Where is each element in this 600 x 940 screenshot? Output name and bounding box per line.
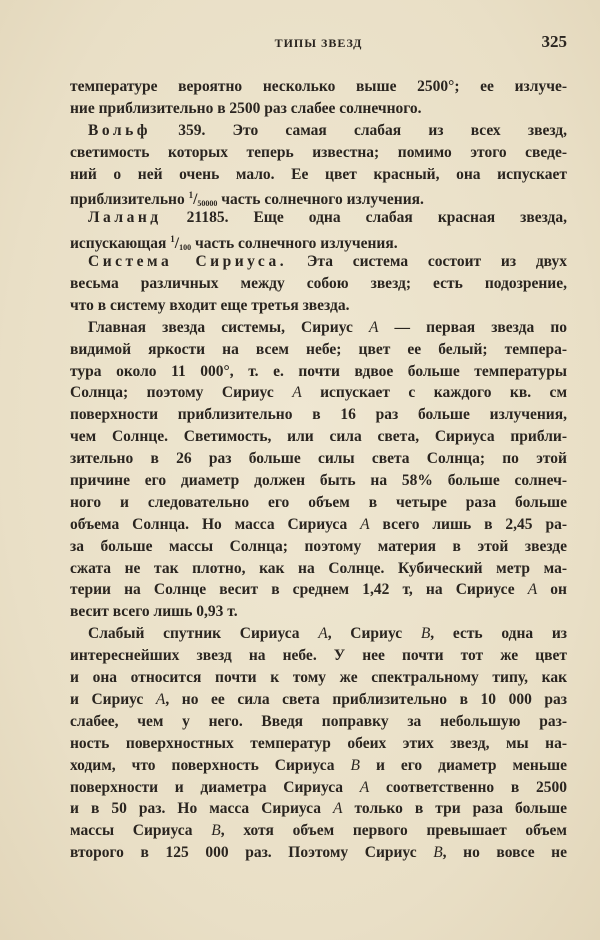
text-segment: A xyxy=(360,515,370,533)
text-segment: температуре вероятно несколько выше 2500°; ее излуче- xyxy=(70,78,567,95)
text-segment: ние приблизительно в 2500 раз слабее солнечного. xyxy=(70,99,422,117)
text-segment: и в 50 раз. Но масса Сириуса xyxy=(70,800,333,818)
text-line xyxy=(70,601,567,623)
text-line xyxy=(70,404,567,426)
text-line xyxy=(70,558,567,580)
text-segment: ного и следовательно его объем в четыре раза больше xyxy=(70,493,567,511)
text-segment: соответственно в 2500 xyxy=(369,778,567,796)
text-segment: массы Сириуса xyxy=(70,822,212,840)
text-segment: B xyxy=(420,625,431,643)
text-segment: , Сириус xyxy=(327,625,421,643)
text-segment: 359. Это самая слабая из всех звезд, xyxy=(151,121,567,139)
text-line xyxy=(70,689,567,711)
page-number: 325 xyxy=(541,32,567,51)
text-segment: A xyxy=(155,690,166,708)
text-segment: второго в 125 000 раз. Поэтому Сириус xyxy=(70,844,434,862)
spaced-heading-text: Вольф xyxy=(88,121,152,139)
text-segment: Солнца; поэтому Сириус xyxy=(70,384,293,402)
text-segment: B xyxy=(350,756,360,774)
text-line xyxy=(70,755,567,777)
text-segment: только в три раза больше xyxy=(342,800,567,818)
text-segment: зительно в 26 раз больше силы света Солнца; по этой xyxy=(70,450,567,468)
text-line xyxy=(70,98,567,120)
text-segment: часть солнечного излучения. xyxy=(191,235,398,253)
spaced-heading-text: Лаланд xyxy=(88,209,162,227)
text-line xyxy=(70,361,567,383)
text-segment: видимой яркости на всем небе; цвет ее белый; темпера- xyxy=(70,340,567,358)
text-line xyxy=(70,164,567,186)
text-line xyxy=(70,470,567,492)
text-segment: весит всего лишь 0,93 т. xyxy=(70,603,238,621)
text-line xyxy=(70,514,567,536)
text-segment: интереснейших звезд на небе. У нее почти тот же цвет xyxy=(70,647,567,665)
text-line xyxy=(70,185,567,207)
text-line xyxy=(70,339,567,361)
text-segment: 100 xyxy=(179,243,192,253)
text-line xyxy=(70,820,567,842)
spaced-heading-text: Система Сириуса. xyxy=(88,253,288,271)
text-segment: испускает с каждого кв. см xyxy=(301,384,567,402)
text-segment: всего лишь в 2,45 ра- xyxy=(369,515,567,533)
text-line xyxy=(70,733,567,755)
text-segment: объема Солнца. Но масса Сириуса xyxy=(70,515,361,533)
text-line xyxy=(70,120,567,142)
text-segment: что в систему входит еще третья звезда. xyxy=(70,296,350,314)
text-line xyxy=(70,382,567,404)
text-segment: B xyxy=(211,822,221,840)
text-segment: / xyxy=(174,235,180,253)
text-line xyxy=(70,645,567,667)
text-line xyxy=(70,536,567,558)
text-segment: испускающая xyxy=(70,235,171,253)
text-segment: Слабый спутник Сириуса xyxy=(88,625,319,643)
text-segment: сжата не так плотно, как на Солнце. Кубический метр ма- xyxy=(70,559,567,577)
text-line xyxy=(70,667,567,689)
text-line xyxy=(70,273,567,295)
page-body-text xyxy=(70,76,567,864)
text-segment: A xyxy=(527,581,538,599)
text-segment: поверхности приблизительно в 16 раз больше излучения, xyxy=(70,406,567,424)
text-segment: 50000 xyxy=(197,199,218,209)
page-header xyxy=(70,32,567,54)
text-line xyxy=(70,251,567,273)
text-segment: 1 xyxy=(188,190,194,201)
text-segment: ность поверхностных температур обеих этих звезд, мы на- xyxy=(70,734,567,752)
text-segment: он xyxy=(537,581,567,599)
text-segment: Эта система состоит из двух xyxy=(287,253,567,271)
text-segment: часть солнечного излучения. xyxy=(217,191,424,209)
text-segment: тура около 11 000°, т. е. почти вдвое больше температуры xyxy=(70,362,567,380)
text-line xyxy=(70,798,567,820)
text-line xyxy=(70,777,567,799)
text-line xyxy=(70,229,567,251)
text-segment: чем Солнце. Светимость, или сила света, Сириуса прибли- xyxy=(70,428,567,446)
running-title: ТИПЫ ЗВЕЗД xyxy=(274,36,363,50)
text-line xyxy=(70,426,567,448)
text-segment: 21185. Еще одна слабая красная звезда, xyxy=(161,209,567,227)
text-segment: Главная звезда системы, Сириус xyxy=(88,318,369,336)
text-segment: поверхности и диаметра Сириуса xyxy=(70,778,360,796)
text-line xyxy=(70,207,567,229)
text-segment: B xyxy=(433,844,443,862)
text-segment: причине его диаметр должен быть на 58% больше солнеч- xyxy=(70,472,567,490)
text-line xyxy=(70,623,567,645)
text-segment: приблизительно xyxy=(70,191,189,209)
text-segment: и она относится почти к тому же спектральному типу, как xyxy=(70,669,567,687)
text-segment: , есть одна из xyxy=(430,625,568,643)
text-line xyxy=(70,448,567,470)
text-line xyxy=(70,842,567,864)
text-line xyxy=(70,492,567,514)
text-segment: весьма различных между собою звезд; есть подозрение, xyxy=(70,275,567,293)
text-segment: ходим, что поверхность Сириуса xyxy=(70,756,351,774)
text-segment: светимость которых теперь известна; помимо этого сведе- xyxy=(70,143,567,161)
text-line xyxy=(70,295,567,317)
text-segment: A xyxy=(359,778,370,796)
text-segment: , но вовсе не xyxy=(442,844,567,862)
text-segment: ний о ней очень мало. Ее цвет красный, она испускает xyxy=(70,165,567,183)
text-segment: и его диаметр меньше xyxy=(359,756,567,774)
text-line xyxy=(70,317,567,339)
text-segment: и Сириус xyxy=(70,690,156,708)
text-line xyxy=(70,76,567,98)
text-segment: / xyxy=(193,191,198,209)
text-segment: A xyxy=(333,800,343,818)
text-line xyxy=(70,579,567,601)
text-line xyxy=(70,711,567,733)
text-segment: A xyxy=(318,625,328,643)
text-segment: терии на Солнце весит в среднем 1,42 т, на Сириусе xyxy=(70,581,528,599)
text-segment: , но ее сила света приблизительно в 10 000 раз xyxy=(165,690,567,708)
text-line xyxy=(70,142,567,164)
text-segment: слабее, чем у него. Введя поправку за небольшую раз- xyxy=(70,712,567,730)
text-segment: A xyxy=(368,318,379,336)
text-segment: , хотя объем первого превышает объем xyxy=(220,822,567,840)
text-segment: — первая звезда по xyxy=(378,318,568,336)
text-segment: за больше массы Солнца; поэтому материя в этой звезде xyxy=(70,537,567,555)
text-segment: 1 xyxy=(170,234,175,245)
text-segment: A xyxy=(292,384,302,402)
